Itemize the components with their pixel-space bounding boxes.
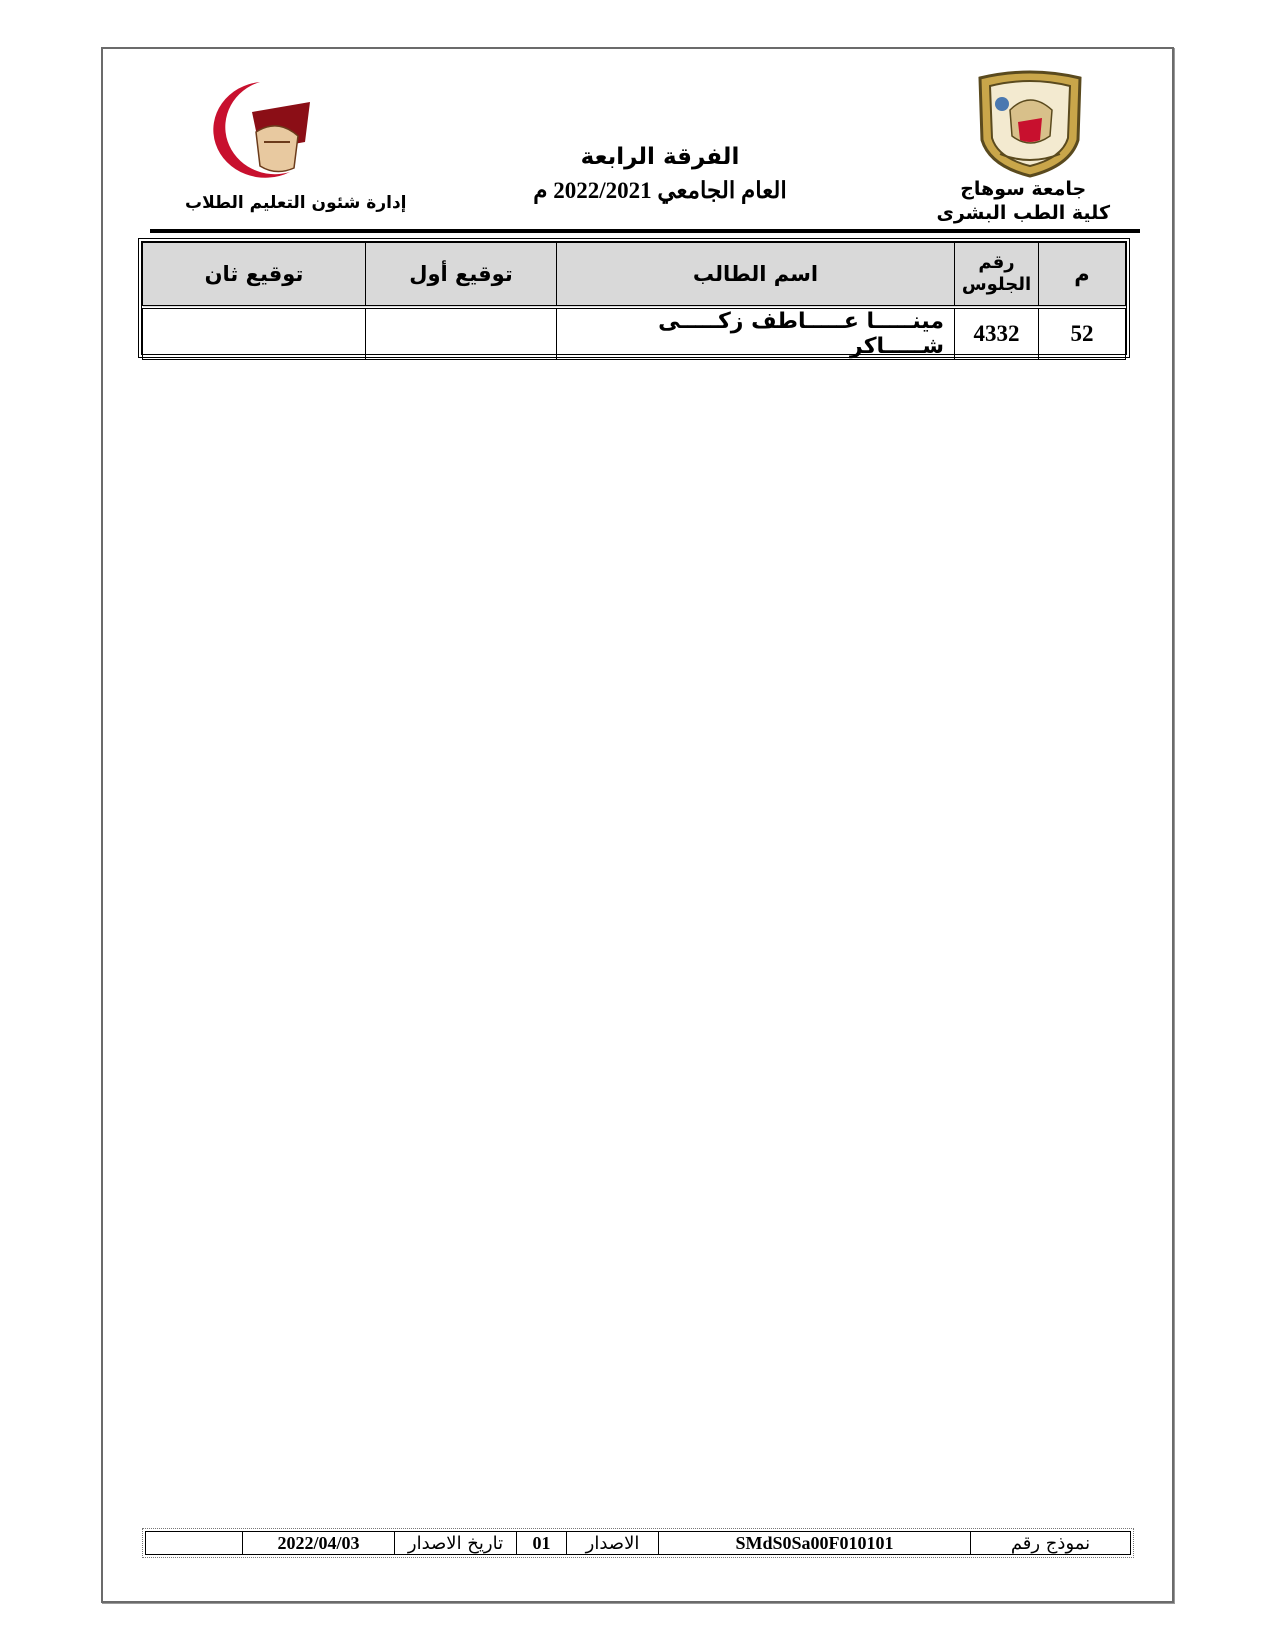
col-header-seat-number	[955, 243, 1039, 308]
title-line-1: الفرقة الرابعة	[580, 144, 740, 170]
row-signature-2[interactable]	[143, 307, 366, 360]
issue-date-label: تاريخ الاصدار	[395, 1532, 517, 1555]
col-header-student-name: اسم الطالب	[557, 243, 955, 308]
header-rule	[150, 229, 1140, 233]
seat-header-line1: رقم	[978, 252, 1015, 273]
col-header-index: م	[1039, 243, 1126, 308]
row-seat-number: 4332	[955, 307, 1039, 360]
department-name: إدارة شئون التعليم الطلاب	[185, 193, 407, 213]
student-grid	[142, 242, 1126, 360]
university-emblem-icon	[970, 70, 1090, 178]
form-number-label: نموذج رقم	[971, 1532, 1131, 1555]
version-value: 01	[517, 1532, 567, 1555]
footer-spacer	[146, 1532, 243, 1555]
row-student-name: مينـــــا عـــــاطف زكـــــى شـــــاكر	[557, 307, 955, 360]
version-label: الاصدار	[567, 1532, 659, 1555]
row-index: 52	[1039, 307, 1126, 360]
form-number-value: SMdS0Sa00F010101	[659, 1532, 971, 1555]
seat-header-line2: الجلوس	[961, 274, 1032, 295]
title-line-2: العام الجامعي 2022/2021 م	[533, 178, 787, 203]
footer-grid	[145, 1531, 1131, 1555]
col-header-signature-2: توقيع ثان	[143, 243, 366, 308]
form-footer	[142, 1528, 1134, 1558]
faculty-logo-icon	[160, 72, 345, 182]
col-header-signature-1: توقيع أول	[366, 243, 557, 308]
document-title	[480, 140, 840, 208]
student-table	[138, 238, 1130, 358]
row-signature-1[interactable]	[366, 307, 557, 360]
table-header-row	[143, 243, 1126, 308]
university-name: جامعة سوهاج	[960, 178, 1087, 200]
university-faculty-name	[936, 177, 1110, 225]
faculty-name: كلية الطب البشرى	[936, 202, 1110, 224]
issue-date-value: 2022/04/03	[243, 1532, 395, 1555]
table-row	[143, 307, 1126, 360]
